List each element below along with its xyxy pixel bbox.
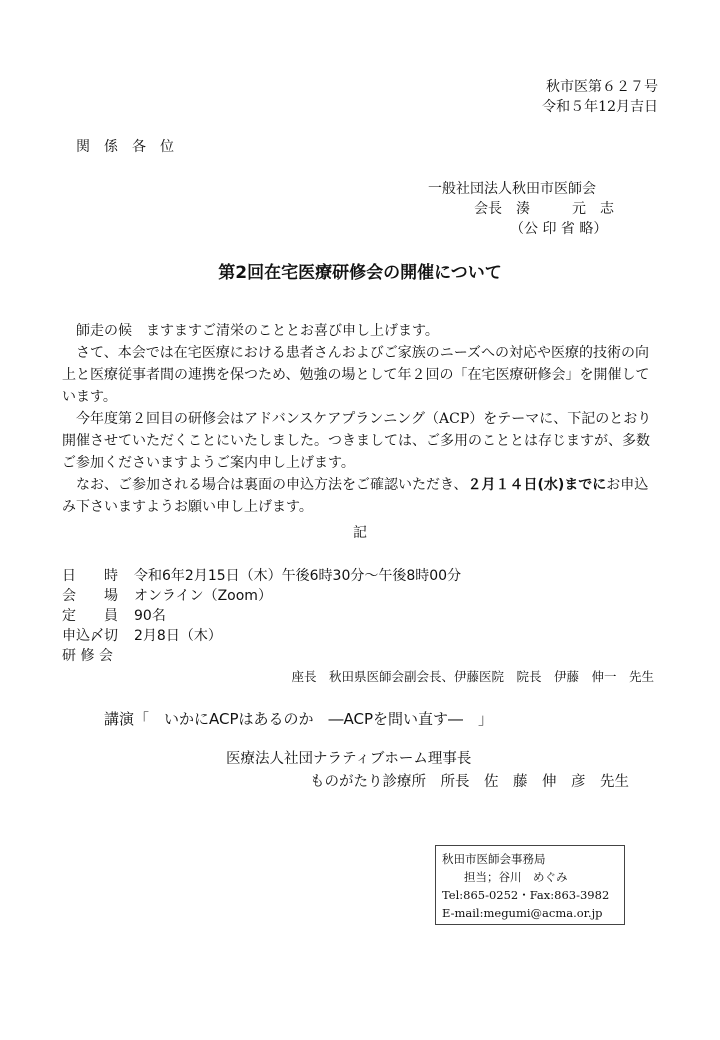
document-date: 令和５年12月吉日: [542, 99, 658, 115]
contact-tel-fax: Tel:865-0252・Fax:863-3982: [442, 888, 610, 902]
venue-label: 会 場: [62, 588, 118, 604]
deadline-value: 2月8日（木）: [134, 628, 222, 644]
theme-paragraph: 今年度第２回目の研修会はアドバンスケアプランニング（ACP）をテーマに、下記のとおり開催させていただくことにいたしました。つきましては、ご多用のこととは存じますが、多数ご参加くださいますようご案内申し上げます。: [62, 411, 652, 471]
contact-email: E-mail:megumi@acma.or.jp: [442, 906, 603, 920]
datetime-label: 日 時: [62, 568, 118, 584]
seal-omitted-note: （公 印 省 略）: [510, 221, 608, 237]
capacity-row: [62, 605, 166, 625]
body-text: [62, 320, 662, 518]
capacity-label: 定 員: [62, 608, 118, 624]
sender-president: 会長 湊 元 志: [474, 201, 614, 217]
application-text-suffix: お申込み下さいますようお願い申し上げます。: [62, 477, 649, 515]
speaker-name: ものがたり診療所 所長 佐 藤 伸 彦 先生: [310, 774, 629, 790]
intro-paragraph: さて、本会では在宅医療における患者さんおよびご家族のニーズへの対応や医療的技術の向上と医療従事者間の連携を保つため、勉強の場として年２回の「在宅医療研修会」を開催しています。: [62, 345, 650, 405]
datetime-value: 令和6年2月15日（木）午後6時30分～午後8時00分: [134, 568, 462, 584]
venue-value: オンライン（Zoom）: [134, 588, 272, 604]
contact-box: [435, 845, 625, 925]
chairperson: 座長 秋田県医師会副会長、伊藤医院 院長 伊藤 伸一 先生: [291, 669, 654, 684]
greeting-paragraph: 師走の候 ますますご清栄のこととお喜び申し上げます。: [76, 323, 439, 339]
capacity-value: 90名: [134, 608, 166, 624]
document-number: 秋市医第６２７号: [546, 79, 658, 95]
sender-organization: 一般社団法人秋田市医師会: [428, 181, 596, 197]
ki-heading: 記: [353, 525, 367, 541]
deadline-row: [62, 625, 222, 645]
session-row: [62, 645, 134, 665]
deadline-label: 申込〆切: [62, 628, 118, 644]
speaker-affiliation: 医療法人社団ナラティブホーム理事長: [226, 751, 472, 767]
contact-person: 担当；谷川 めぐみ: [464, 870, 568, 884]
application-deadline: ２月１４日(水)までに: [467, 477, 607, 493]
contact-office: 秋田市医師会事務局: [442, 852, 546, 866]
application-text-prefix: なお、ご参加される場合は裏面の申込方法をご確認いただき、: [76, 477, 468, 493]
lecture-title: 講演「 いかにACPはあるのか ―ACPを問い直す― 」: [104, 710, 494, 728]
addressee: 関 係 各 位: [76, 139, 174, 155]
session-label: 研 修 会: [62, 648, 113, 664]
application-paragraph: [62, 474, 662, 518]
datetime-row: [62, 565, 461, 585]
venue-row: [62, 585, 272, 605]
document-title: 第2回在宅医療研修会の開催について: [218, 263, 502, 283]
